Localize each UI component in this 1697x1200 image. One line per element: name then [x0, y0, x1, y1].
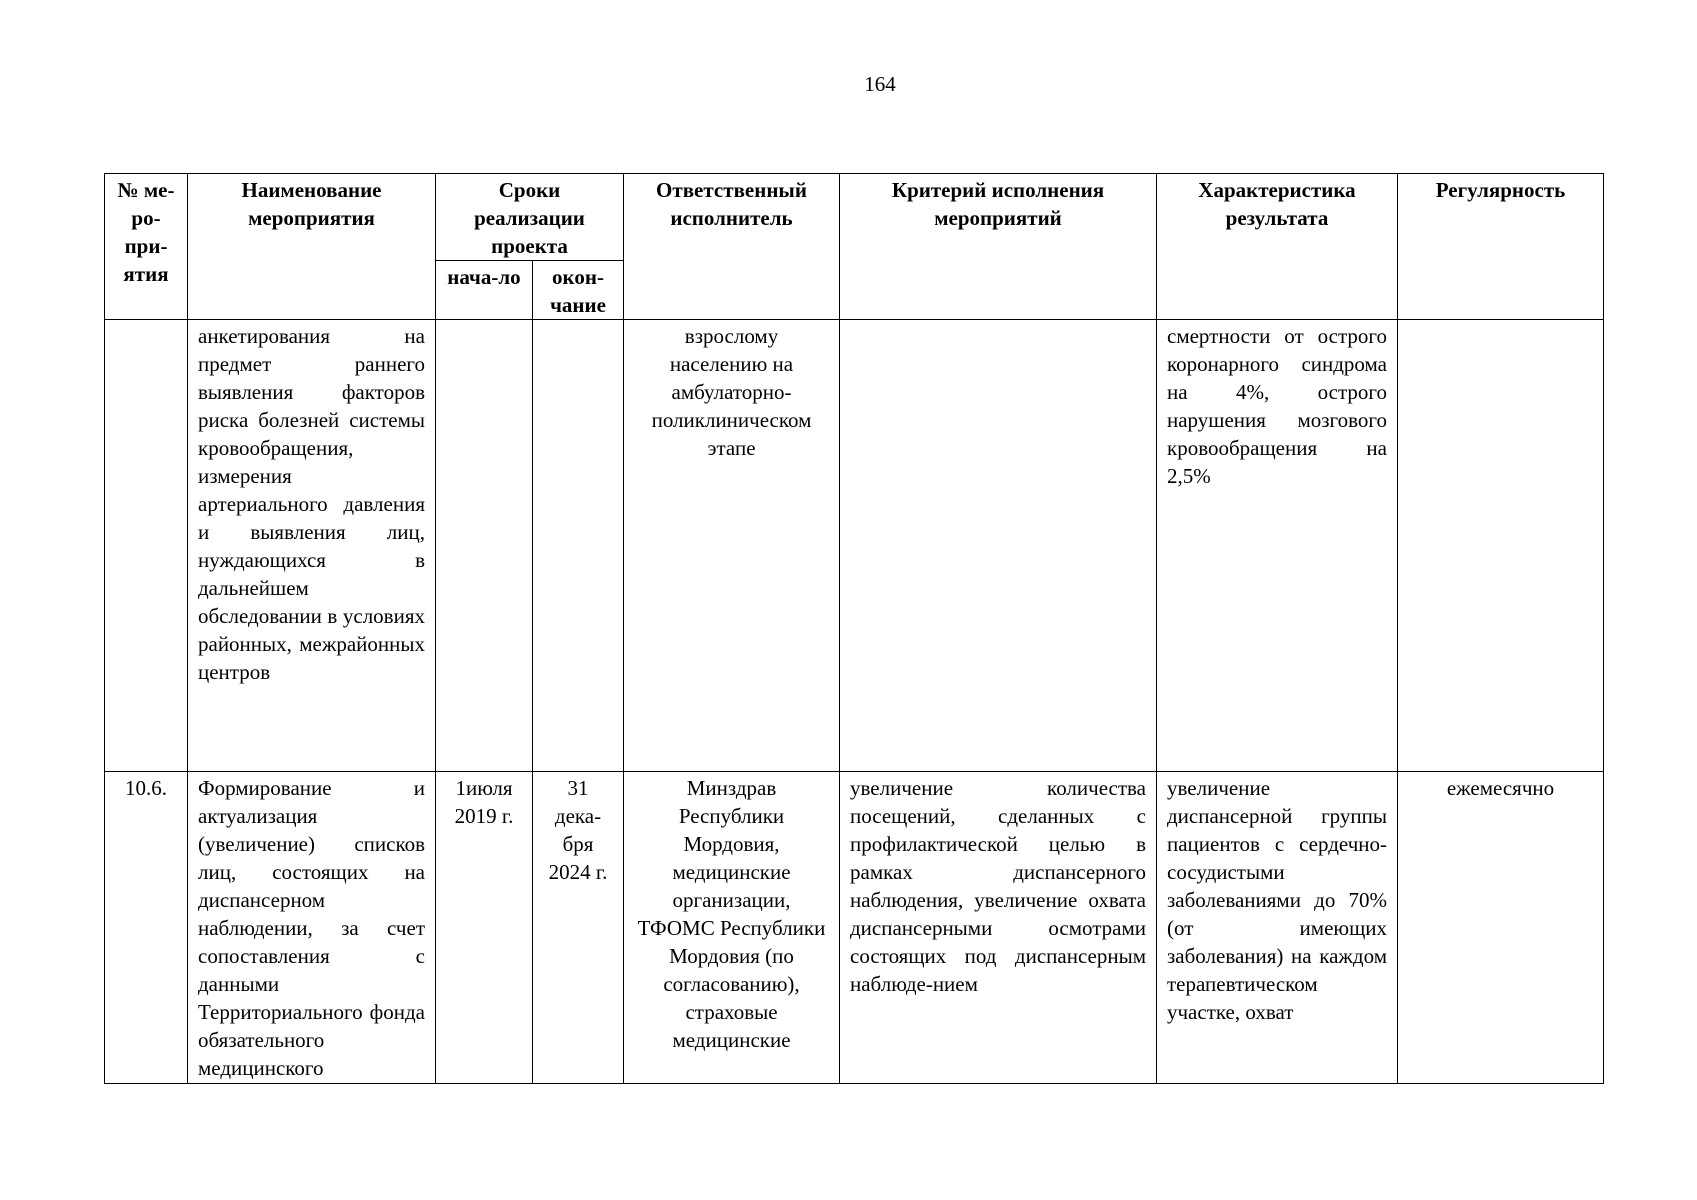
header-executor: Ответственный исполнитель [624, 174, 840, 320]
cell-result: увеличение диспансерной группы пациентов с сердечно-сосудистыми заболеваниями до 70% (от имеющих заболевания) на каждом терапевтическом участке, охват [1157, 772, 1398, 1084]
header-end: окон-чание [533, 261, 624, 320]
cell-executor: Минздрав Республики Мордовия, медицинские организации, ТФОМС Республики Мордовия (по согласованию), страховые медицинские [624, 772, 840, 1084]
header-result: Характеристика результата [1157, 174, 1398, 320]
cell-criterion [840, 320, 1157, 772]
table-row [105, 772, 1604, 1084]
cell-end [533, 320, 624, 772]
cell-criterion: увеличение количества посещений, сделанных с профилактической целью в рамках диспансерного наблюдения, увеличение охвата диспансерными осмотрами состоящих под диспансерным наблюде-нием [840, 772, 1157, 1084]
cell-end: 31 дека-бря 2024 г. [533, 772, 624, 1084]
page-number: 164 [864, 72, 896, 96]
header-num: № ме-ро-при-ятия [105, 174, 188, 320]
cell-num: 10.6. [105, 772, 188, 1084]
cell-name: анкетирования на предмет раннего выявления факторов риска болезней системы кровообращения, измерения артериального давления и выявления лиц, нуждающихся в дальнейшем обследовании в условиях районных, межрайонных центров [188, 320, 436, 772]
cell-start: 1июля 2019 г. [436, 772, 533, 1084]
cell-result: смертности от острого коронарного синдрома на 4%, острого нарушения мозгового кровообращения на 2,5% [1157, 320, 1398, 772]
header-start: нача-ло [436, 261, 533, 320]
header-name: Наименование мероприятия [188, 174, 436, 320]
table-row [105, 320, 1604, 772]
cell-regularity [1398, 320, 1604, 772]
cell-regularity: ежемесячно [1398, 772, 1604, 1084]
cell-start [436, 320, 533, 772]
header-regularity: Регулярность [1398, 174, 1604, 320]
header-criterion: Критерий исполнения мероприятий [840, 174, 1157, 320]
activities-table [104, 173, 1604, 1084]
cell-num [105, 320, 188, 772]
header-row [105, 174, 1604, 261]
cell-name: Формирование и актуализация (увеличение) списков лиц, состоящих на диспансерном наблюдении, за счет сопоставления с данными Территориального фонда обязательного медицинского [188, 772, 436, 1084]
cell-executor: взрослому населению на амбулаторно-поликлиническом этапе [624, 320, 840, 772]
header-dates: Сроки реализации проекта [436, 174, 624, 261]
